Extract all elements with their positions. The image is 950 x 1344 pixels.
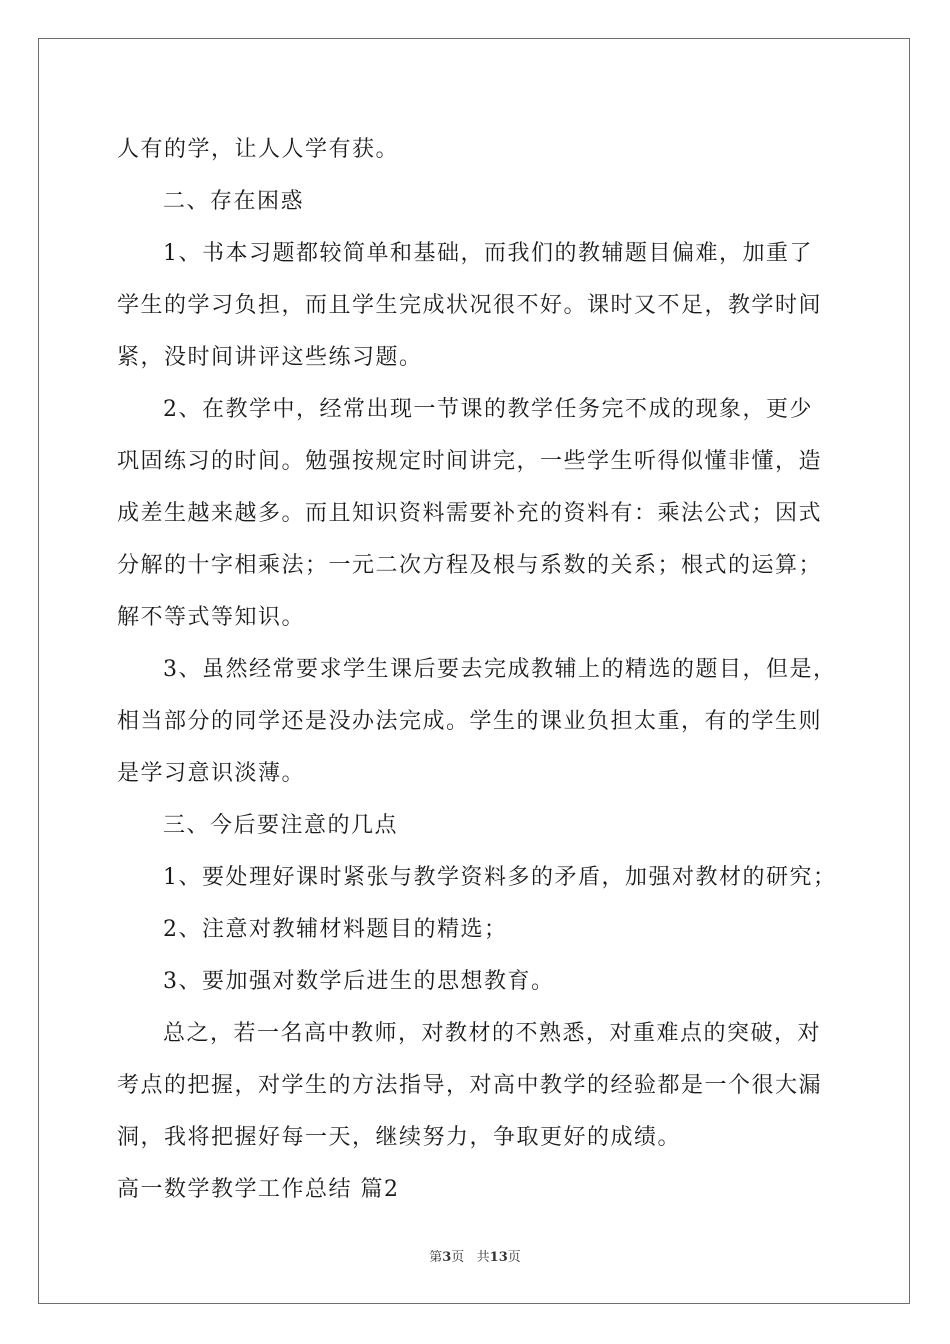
text-line: 紧，没时间讲评这些练习题。	[117, 345, 423, 370]
section-heading: 三、今后要注意的几点	[163, 813, 399, 838]
text-line: 考点的把握，对学生的方法指导，对高中教学的经验都是一个很大漏	[117, 1073, 823, 1098]
text-line: 巩固练习的时间。勉强按规定时间讲完，一些学生听得似懂非懂，造	[117, 449, 823, 474]
text-line: 2、注意对教辅材料题目的精选；	[163, 917, 508, 942]
text-line: 是学习意识淡薄。	[117, 761, 306, 786]
text-line: 3、虽然经常要求学生课后要去完成教辅上的精选的题目，但是，	[163, 657, 837, 682]
text-line: 解不等式等知识。	[117, 605, 306, 630]
page-footer	[0, 1246, 950, 1265]
text-line: 2、在教学中，经常出现一节课的教学任务完不成的现象，更少	[163, 397, 813, 422]
section-heading: 二、存在困惑	[163, 189, 305, 214]
article-title: 高一数学教学工作总结 篇2	[117, 1177, 400, 1202]
total-pages: 13	[489, 1250, 508, 1265]
page-number: 3	[442, 1250, 452, 1265]
text-line: 相当部分的同学还是没办法完成。学生的课业负担太重，有的学生则	[117, 709, 823, 734]
text-line: 分解的十字相乘法；一元二次方程及根与系数的关系；根式的运算；	[117, 553, 823, 578]
text-line: 成差生越来越多。而且知识资料需要补充的资料有：乘法公式；因式	[117, 501, 823, 526]
text-line: 3、要加强对数学后进生的思想教育。	[163, 969, 555, 994]
text-line: 人有的学，让人人学有获。	[117, 137, 400, 162]
footer-mid: 页 共	[451, 1250, 490, 1265]
footer-suffix: 页	[507, 1250, 521, 1265]
text-line: 1、要处理好课时紧张与教学资料多的矛盾，加强对教材的研究；	[163, 865, 837, 890]
footer-prefix: 第	[429, 1250, 443, 1265]
text-line: 总之，若一名高中教师，对教材的不熟悉，对重难点的突破，对	[163, 1021, 822, 1046]
document-body	[117, 124, 837, 1216]
text-line: 洞，我将把握好每一天，继续努力，争取更好的成绩。	[117, 1125, 682, 1150]
text-line: 1、书本习题都较简单和基础，而我们的教辅题目偏难，加重了	[163, 241, 813, 266]
text-line: 学生的学习负担，而且学生完成状况很不好。课时又不足，教学时间	[117, 293, 823, 318]
